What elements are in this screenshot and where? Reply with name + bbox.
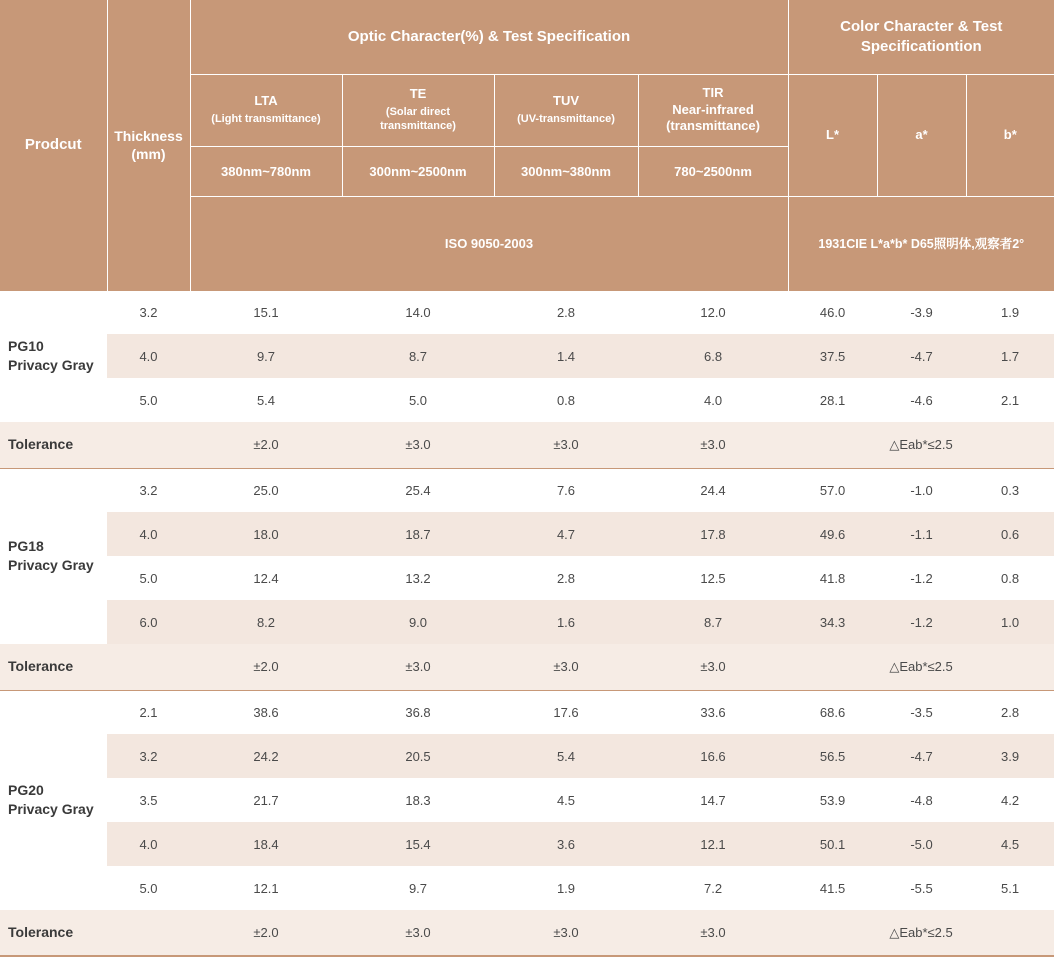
cell-b: 5.1: [1001, 880, 1020, 896]
cell-a: -3.5: [877, 690, 966, 734]
tolerance-tir: ±3.0: [638, 910, 788, 956]
header-col-te-code: TE: [409, 86, 427, 102]
tolerance-lta: ±2.0: [190, 422, 342, 468]
header-col-tuv-code: TUV: [553, 93, 579, 109]
tolerance-label: Tolerance: [0, 910, 107, 956]
cell-tir: 12.0: [638, 290, 788, 334]
tolerance-color: △Eab*≤2.5: [788, 644, 1054, 690]
cell-te: 18.7: [342, 512, 494, 556]
tolerance-tuv: ±3.0: [494, 422, 638, 468]
cell-te: 8.7: [342, 334, 494, 378]
tolerance-label: Tolerance: [0, 644, 107, 690]
header-col-tuv: [494, 74, 638, 146]
header-col-tir-code: TIR: [702, 84, 724, 100]
cell-lta: 21.7: [253, 792, 279, 808]
header-range-tuv: 300nm~380nm: [494, 146, 638, 196]
cell-thickness: 3.5: [139, 792, 158, 808]
cell-a: -1.1: [877, 512, 966, 556]
cell-b: 4.2: [1001, 792, 1020, 808]
cell-tuv: 1.4: [494, 334, 638, 378]
header-col-L: L*: [788, 74, 877, 196]
cell-te: 13.2: [405, 570, 431, 586]
table-body: [0, 290, 1054, 956]
header-thickness-line2: (mm): [131, 145, 166, 162]
cell-a: -4.8: [910, 792, 933, 808]
cell-thickness: 5.0: [139, 880, 158, 896]
cell-lta: 12.4: [253, 570, 279, 586]
product-name-line1: PG10: [8, 338, 44, 355]
header-thickness: [107, 0, 190, 290]
product-name-pg18: [0, 468, 107, 644]
header-col-tir-desc2: (transmittance): [666, 118, 760, 134]
cell-tuv: 1.6: [494, 600, 638, 644]
header-col-te: [342, 74, 494, 146]
product-name-line2: Privacy Gray: [8, 357, 94, 374]
tolerance-lta: ±2.0: [190, 910, 342, 956]
table-row: [0, 468, 1054, 512]
header-range-lta: 380nm~780nm: [190, 146, 342, 196]
header-col-tuv-desc: (UV-transmittance): [517, 113, 615, 126]
cell-b: 1.9: [966, 290, 1054, 334]
cell-b: 3.9: [966, 734, 1054, 778]
cell-tuv: 4.5: [556, 792, 576, 808]
cell-tir: 16.6: [638, 734, 788, 778]
cell-te: 9.7: [408, 880, 428, 896]
header-group-color-line1: Color Character & Test: [840, 17, 1003, 35]
cell-tuv: 7.6: [494, 468, 638, 512]
product-name-line1: PG18: [8, 538, 44, 555]
cell-tir: 12.5: [700, 570, 726, 586]
tolerance-color: △Eab*≤2.5: [788, 910, 1054, 956]
cell-thickness: 4.0: [107, 334, 190, 378]
header-cie-standard: 1931CIE L*a*b* D65照明体,观察者2°: [788, 196, 1054, 290]
tolerance-tir: ±3.0: [638, 422, 788, 468]
tolerance-lta: ±2.0: [190, 644, 342, 690]
cell-L: 49.6: [788, 512, 877, 556]
cell-b: 1.7: [966, 334, 1054, 378]
header-group-color-line2: Specificationtion: [860, 37, 982, 55]
tolerance-tuv: ±3.0: [494, 644, 638, 690]
tolerance-tuv: ±3.0: [494, 910, 638, 956]
cell-te: 25.4: [342, 468, 494, 512]
cell-L: 53.9: [819, 792, 846, 808]
cell-te: 18.3: [405, 792, 431, 808]
cell-a: -5.5: [910, 880, 933, 896]
cell-a: -5.0: [877, 822, 966, 866]
cell-tuv: 17.6: [494, 690, 638, 734]
cell-lta: 18.4: [190, 822, 342, 866]
cell-b: 0.8: [1001, 570, 1020, 586]
table-row: [0, 334, 1054, 378]
cell-thickness: 3.2: [107, 468, 190, 512]
cell-lta: 8.2: [190, 600, 342, 644]
tolerance-thickness: [107, 910, 190, 956]
cell-te: 14.0: [342, 290, 494, 334]
tolerance-thickness: [107, 644, 190, 690]
tolerance-te: ±3.0: [342, 422, 494, 468]
cell-a: -1.0: [877, 468, 966, 512]
tolerance-te: ±3.0: [342, 644, 494, 690]
table-row: [0, 822, 1054, 866]
cell-te: 36.8: [342, 690, 494, 734]
cell-tuv: 2.8: [494, 290, 638, 334]
header-group-optic: Optic Character(%) & Test Specification: [190, 0, 788, 74]
cell-thickness: 4.0: [107, 822, 190, 866]
tolerance-row: [0, 644, 1054, 690]
cell-b: 1.0: [966, 600, 1054, 644]
cell-L: 57.0: [788, 468, 877, 512]
product-name-line2: Privacy Gray: [8, 801, 94, 818]
product-name-pg10: [0, 290, 107, 422]
table-row: [0, 778, 1054, 822]
cell-tir: 4.0: [703, 392, 723, 408]
cell-L: 28.1: [819, 392, 846, 408]
cell-L: 50.1: [788, 822, 877, 866]
cell-tuv: 5.4: [494, 734, 638, 778]
cell-tuv: 0.8: [556, 392, 576, 408]
tolerance-row: [0, 910, 1054, 956]
product-name-pg20: [0, 690, 107, 910]
cell-lta: 25.0: [190, 468, 342, 512]
cell-thickness: 4.0: [107, 512, 190, 556]
cell-te: 5.0: [408, 392, 428, 408]
cell-a: -3.9: [877, 290, 966, 334]
cell-lta: 15.1: [190, 290, 342, 334]
product-name-line2: Privacy Gray: [8, 557, 94, 574]
cell-thickness: 6.0: [107, 600, 190, 644]
tolerance-color: △Eab*≤2.5: [788, 422, 1054, 468]
header-col-tir: [638, 74, 788, 146]
cell-tuv: 4.7: [494, 512, 638, 556]
cell-tir: 17.8: [638, 512, 788, 556]
cell-te: 20.5: [342, 734, 494, 778]
cell-L: 46.0: [788, 290, 877, 334]
cell-tir: 8.7: [638, 600, 788, 644]
cell-L: 41.8: [819, 570, 846, 586]
table-row: [0, 734, 1054, 778]
cell-L: 34.3: [788, 600, 877, 644]
header-range-te: 300nm~2500nm: [342, 146, 494, 196]
cell-b: 0.3: [966, 468, 1054, 512]
cell-L: 37.5: [788, 334, 877, 378]
cell-lta: 18.0: [190, 512, 342, 556]
cell-tir: 24.4: [638, 468, 788, 512]
cell-tir: 33.6: [638, 690, 788, 734]
cell-thickness: 5.0: [139, 392, 158, 408]
header-col-te-desc: (Solar direct transmittance): [380, 106, 456, 132]
cell-tuv: 2.8: [556, 570, 576, 586]
table-row: [0, 866, 1054, 910]
cell-te: 9.0: [342, 600, 494, 644]
cell-b: 2.1: [1001, 392, 1020, 408]
cell-L: 41.5: [819, 880, 846, 896]
cell-lta: 5.4: [256, 392, 276, 408]
cell-thickness: 3.2: [107, 290, 190, 334]
table-row: [0, 600, 1054, 644]
cell-lta: 24.2: [190, 734, 342, 778]
table-row: [0, 556, 1054, 600]
cell-a: -4.6: [910, 392, 933, 408]
table-row: [0, 690, 1054, 734]
cell-a: -1.2: [910, 570, 933, 586]
cell-tir: 14.7: [700, 792, 726, 808]
table-header: [0, 0, 1054, 290]
header-product: Prodcut: [0, 0, 107, 290]
cell-a: -1.2: [877, 600, 966, 644]
cell-te: 15.4: [342, 822, 494, 866]
table-row: [0, 378, 1054, 422]
header-col-b: b*: [966, 74, 1054, 196]
cell-lta: 9.7: [190, 334, 342, 378]
cell-lta: 12.1: [253, 880, 279, 896]
cell-b: 2.8: [966, 690, 1054, 734]
tolerance-row: [0, 422, 1054, 468]
header-range-tir: 780~2500nm: [638, 146, 788, 196]
product-name-line1: PG20: [8, 782, 44, 799]
cell-lta: 38.6: [190, 690, 342, 734]
cell-a: -4.7: [877, 334, 966, 378]
header-iso-standard: ISO 9050-2003: [190, 196, 788, 290]
header-col-tir-desc1: Near-infrared: [672, 101, 754, 117]
header-col-lta: [190, 74, 342, 146]
cell-L: 56.5: [788, 734, 877, 778]
header-col-lta-code: LTA: [254, 93, 278, 109]
cell-b: 4.5: [966, 822, 1054, 866]
cell-tuv: 1.9: [556, 880, 576, 896]
header-col-lta-desc: (Light transmittance): [211, 113, 321, 126]
tolerance-tir: ±3.0: [638, 644, 788, 690]
table-row: [0, 290, 1054, 334]
table-row: [0, 512, 1054, 556]
header-group-color: [788, 0, 1054, 74]
tolerance-label: Tolerance: [0, 422, 107, 468]
cell-thickness: 2.1: [107, 690, 190, 734]
cell-L: 68.6: [788, 690, 877, 734]
cell-thickness: 3.2: [107, 734, 190, 778]
tolerance-te: ±3.0: [342, 910, 494, 956]
header-thickness-line1: Thickness: [114, 127, 183, 144]
tolerance-thickness: [107, 422, 190, 468]
cell-tuv: 3.6: [494, 822, 638, 866]
cell-tir: 7.2: [703, 880, 723, 896]
header-col-a: a*: [877, 74, 966, 196]
cell-tir: 6.8: [638, 334, 788, 378]
cell-a: -4.7: [877, 734, 966, 778]
cell-thickness: 5.0: [139, 570, 158, 586]
cell-b: 0.6: [966, 512, 1054, 556]
cell-tir: 12.1: [638, 822, 788, 866]
